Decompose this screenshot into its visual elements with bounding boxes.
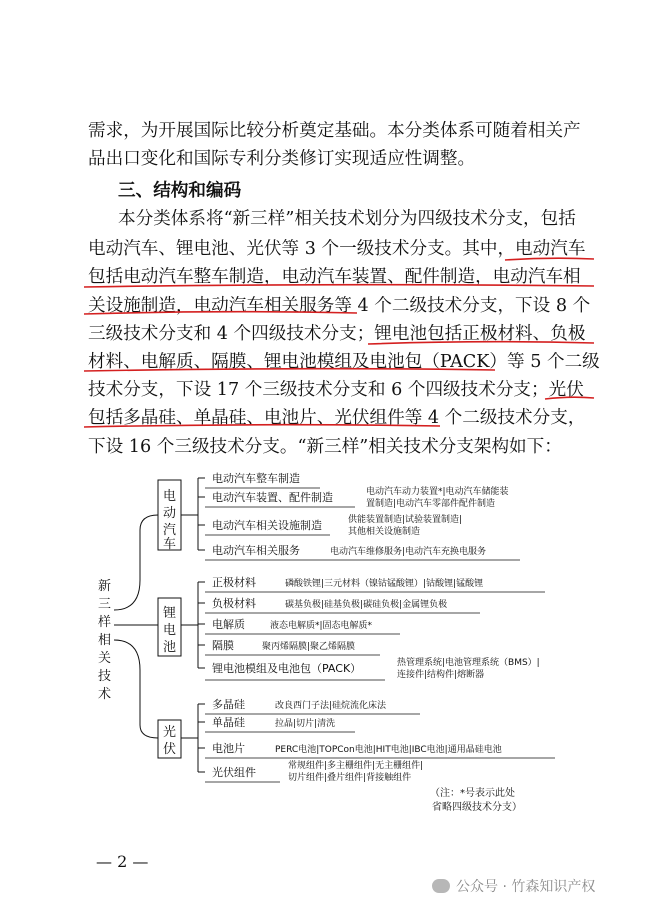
- watermark-text: 公众号 · 竹森知识产权: [456, 879, 596, 895]
- group-label-char: 伏: [163, 742, 177, 757]
- group-label-char: 电: [163, 489, 177, 504]
- section-heading: 三、结构和编码: [118, 181, 242, 201]
- level2-label: 电动汽车相关服务: [212, 544, 300, 557]
- level2-label: 多晶硅: [212, 698, 245, 711]
- level2-label: 隔膜: [212, 639, 234, 652]
- root-char: 术: [98, 687, 112, 702]
- level2-label: 电动汽车相关设施制造: [212, 519, 322, 532]
- paragraph-structure-line-8: 包括多晶硅、单晶硅、电池片、光伏组件等 4 个二级技术分支，: [88, 408, 586, 428]
- level2-label: 单晶硅: [212, 716, 245, 729]
- underline-1: [505, 258, 594, 260]
- paragraph-structure-line-1: 本分类体系将“新三样”相关技术划分为四级技术分支，包括: [118, 209, 576, 229]
- level3-text: 其他相关设施制造: [348, 527, 421, 537]
- note-line-2: 省略四级技术分支）: [432, 802, 522, 813]
- level3-text: 切片组件|叠片组件|背接触组件: [288, 773, 412, 783]
- root-char: 三: [98, 597, 112, 612]
- level2-label: 电动汽车装置、配件制造: [212, 491, 333, 504]
- tree-root: [98, 579, 111, 702]
- level3-text: PERC电池|TOPCon电池|HIT电池|IBC电池|通用晶硅电池: [275, 745, 502, 755]
- paragraph-structure-line-9: 下设 16 个三级技术分支。“新三样”相关技术分支架构如下：: [88, 437, 562, 457]
- paragraph-intro-line-2: 品出口变化和国际专利分类修订实现适应性调整。: [88, 149, 476, 169]
- level2-label: 电池片: [212, 742, 245, 755]
- underline-6: [545, 397, 594, 399]
- level2-label: 锂电池模组及电池包（PACK）: [212, 662, 362, 675]
- paragraph-structure-line-4: 关设施制造，电动汽车相关服务等 4 个二级技术分支，下设 8 个: [88, 296, 591, 316]
- level3-text: 常规组件|多主栅组件|无主栅组件|: [288, 761, 424, 771]
- group-label-char: 池: [163, 640, 177, 655]
- root-char: 样: [98, 615, 112, 630]
- page-number: — 2 —: [96, 852, 149, 871]
- group-label-char: 车: [163, 537, 177, 552]
- level3-text: 热管理系统|电池管理系统（BMS）|: [397, 658, 540, 668]
- level3-text: 液态电解质*|固态电解质*: [270, 621, 373, 631]
- paragraph-structure-line-2: 电动汽车、锂电池、光伏等 3 个一级技术分支。其中，电动汽车: [88, 239, 586, 259]
- tree-connectors: [114, 478, 205, 772]
- root-char: 相: [98, 633, 112, 648]
- red-underlines: [84, 258, 594, 427]
- group-labels: [163, 488, 176, 757]
- root-char: 新: [98, 579, 112, 594]
- diagram-note: [430, 786, 522, 813]
- level3-text: 置制造|电动汽车零部件配件制造: [366, 499, 496, 509]
- level3-text: 电动汽车维修服务|电动汽车充换电服务: [330, 547, 487, 557]
- level2-label: 电动汽车整车制造: [212, 472, 300, 485]
- watermark: [432, 876, 595, 896]
- level3-text: 供能装置制造|试验装置制造|: [348, 515, 463, 525]
- level3-text: 改良西门子法|硅烷流化床法: [275, 701, 387, 711]
- group-label-char: 动: [163, 506, 177, 521]
- root-char: 关: [98, 651, 112, 666]
- level2-label: 光伏组件: [212, 766, 256, 779]
- paragraph-structure-line-6: 材料、电解质、隔膜、锂电池模组及电池包（PACK）等 5 个二级: [88, 352, 600, 372]
- underline-5: [84, 369, 495, 371]
- wechat-icon: [432, 879, 450, 893]
- level3-text: 碳基负极|硅基负极|碳硅负极|金属锂负极: [285, 600, 448, 610]
- level3-text: 聚丙烯隔膜|聚乙烯隔膜: [262, 642, 356, 652]
- root-char: 技: [98, 669, 112, 684]
- group-label-char: 光: [163, 725, 177, 740]
- group-label-char: 汽: [163, 523, 177, 538]
- level3-text: 连接件|结构件|熔断器: [397, 670, 485, 680]
- level2-label: 正极材料: [212, 576, 256, 589]
- group-label-char: 锂: [163, 606, 177, 621]
- paragraph-intro-line-1: 需求，为开展国际比较分析奠定基础。本分类体系可随着相关产: [88, 121, 581, 141]
- group-label-char: 电: [163, 623, 177, 638]
- underline-2: [84, 285, 594, 287]
- paragraph-structure-line-7: 技术分支，下设 17 个三级技术分支和 6 个四级技术分支；光伏: [88, 380, 584, 400]
- underline-4: [368, 342, 594, 344]
- level3-text: 拉晶|切片|清洗: [275, 719, 336, 729]
- underline-3: [84, 312, 357, 314]
- level2-label: 负极材料: [212, 597, 256, 610]
- level2-label: 电解质: [212, 618, 245, 631]
- note-line-1: （注：*号表示此处: [430, 788, 515, 799]
- level3-text: 电动汽车动力装置*|电动汽车储能装: [366, 487, 509, 497]
- underline-7: [84, 425, 440, 427]
- paragraph-structure-line-5: 三级技术分支和 4 个四级技术分支；锂电池包括正极材料、负极: [88, 324, 586, 344]
- paragraph-structure-line-3: 包括电动汽车整车制造，电动汽车装置、配件制造，电动汽车相: [88, 267, 581, 287]
- level3-text: 磷酸铁锂|三元材料（镍钴锰酸锂）|钴酸锂|锰酸锂: [285, 579, 484, 589]
